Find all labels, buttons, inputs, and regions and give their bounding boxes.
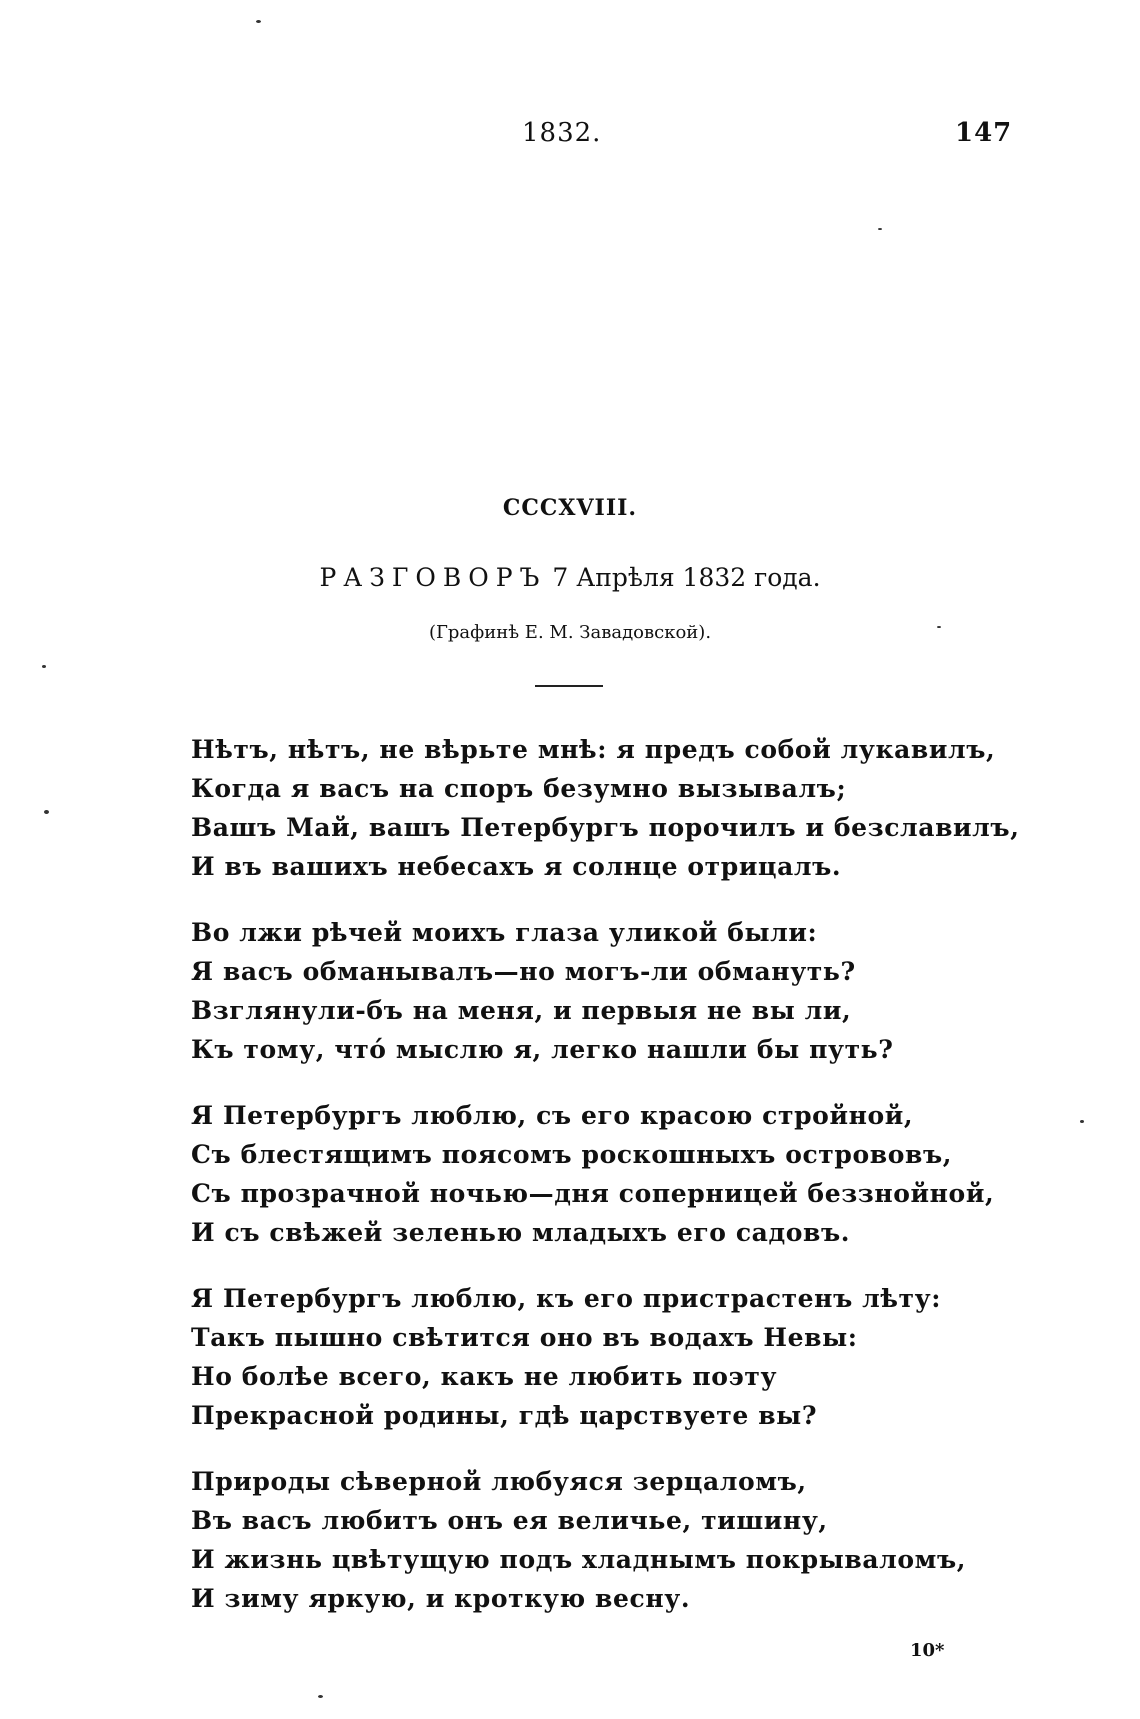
scan-speck: [1080, 1120, 1084, 1123]
scan-speck: [318, 1695, 323, 1698]
poem-title-date: 7 Апрѣля 1832 года.: [552, 563, 821, 592]
poem-line: И съ свѣжей зеленью младыхъ его садовъ.: [191, 1218, 851, 1247]
title-divider: [535, 685, 603, 687]
poem-line: Съ прозрачной ночью—дня соперницей беззнойной,: [191, 1179, 995, 1208]
poem-line: Вашъ Май, вашъ Петербургъ порочилъ и безславилъ,: [191, 813, 1020, 842]
poem-body: [191, 730, 1020, 1645]
scan-speck: [44, 810, 49, 814]
poem-line: Въ васъ любитъ онъ ея величье, тишину,: [191, 1506, 828, 1535]
signature-mark: 10*: [910, 1640, 945, 1661]
stanza: [191, 913, 991, 1069]
poem-number: CCCXVIII.: [502, 495, 638, 521]
poem-line: Но болѣе всего, какъ не любить поэту: [191, 1362, 778, 1391]
poem-line: Съ блестящимъ поясомъ роскошныхъ острововъ,: [191, 1140, 953, 1169]
scan-speck: [256, 20, 261, 23]
poem-line: Такъ пышно свѣтится оно въ водахъ Невы:: [191, 1323, 858, 1352]
poem-line: Во лжи рѣчей моихъ глаза уликой были:: [191, 918, 818, 947]
poem-line: Я васъ обманывалъ—но могъ-ли обмануть?: [191, 957, 856, 986]
scan-speck: [42, 665, 46, 668]
scan-speck: [937, 626, 941, 628]
running-head: [0, 118, 1140, 158]
poem-title: [0, 563, 1140, 592]
stanza: [191, 730, 1020, 886]
poem-line: И зиму яркую, и кроткую весну.: [191, 1584, 691, 1613]
running-head-year: 1832.: [522, 118, 602, 148]
poem-line: Прекрасной родины, гдѣ царствуете вы?: [191, 1401, 818, 1430]
poem-title-word: РАЗГОВОРЪ: [319, 563, 547, 592]
poem-line: Природы сѣверной любуяся зерцаломъ,: [191, 1467, 807, 1496]
stanza: [191, 1096, 995, 1252]
poem-line: Нѣтъ, нѣтъ, не вѣрьте мнѣ: я предъ собой лукавилъ,: [191, 735, 996, 764]
poem-line: Я Петербургъ люблю, съ его красою стройной,: [191, 1101, 914, 1130]
poem-line: Я Петербургъ люблю, къ его пристрастенъ лѣту:: [191, 1284, 942, 1313]
stanza: [191, 1279, 991, 1435]
stanza: [191, 1462, 991, 1618]
poem-line: И жизнь цвѣтущую подъ хладнымъ покрываломъ,: [191, 1545, 967, 1574]
poem-line: Къ тому, что́ мыслю я, легко нашли бы путь?: [191, 1035, 894, 1064]
poem-dedication: (Графинѣ Е. М. Завадовской).: [428, 622, 712, 643]
poem-line: Когда я васъ на споръ безумно вызывалъ;: [191, 774, 847, 803]
page-number: 147: [955, 118, 1013, 148]
poem-line: Взглянули-бъ на меня, и первыя не вы ли,: [191, 996, 852, 1025]
scan-speck: [878, 228, 882, 230]
poem-line: И въ вашихъ небесахъ я солнце отрицалъ.: [191, 852, 842, 881]
